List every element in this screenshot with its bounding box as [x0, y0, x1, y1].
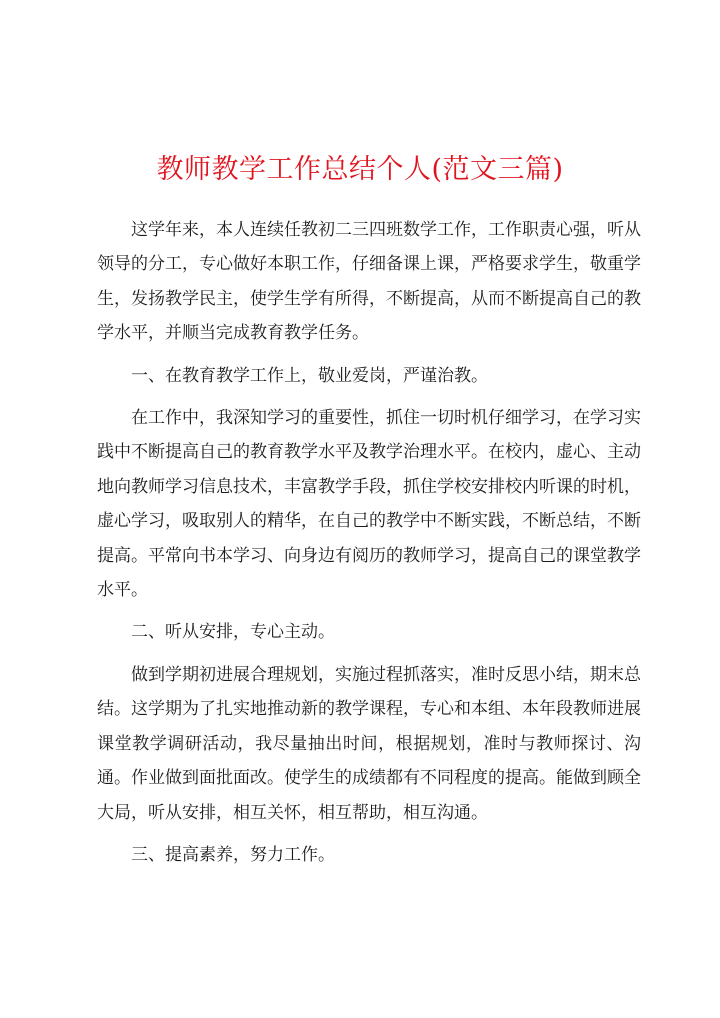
section-heading-2: 二、听从安排，专心主动。	[131, 622, 335, 643]
section-heading-3: 三、提高素养，努力工作。	[131, 844, 335, 865]
paragraph-section-1: 在工作中，我深知学习的重要性，抓住一切时机仔细学习，在学习实践中不断提高自己的教育教学水平及教学治理水平。在校内，虚心、主动地向教师学习信息技术，丰富教学手段，抓住学校安排校内听课的时机，虚心学习，吸取别人的精华，在自己的教学中不断实践，不断总结，不断提高。平常向书本学习、向身边有阅历的教师学习，提高自己的课堂教学水平。	[97, 408, 641, 601]
paragraph-section-2: 做到学期初进展合理规划，实施过程抓落实，准时反思小结，期末总结。这学期为了扎实地推动新的教学课程，专心和本组、本年段教师进展课堂教学调研活动，我尽量抽出时间，根据规划，准时与教师探讨、沟通。作业做到面批面改。使学生的成绩都有不同程度的提高。能做到顾全大局，听从安排，相互关怀，相互帮助，相互沟通。	[97, 664, 641, 823]
paragraph-intro: 这学年来，本人连续任教初二三四班数学工作，工作职责心强，听从领导的分工，专心做好本职工作，仔细备课上课，严格要求学生，敬重学生，发扬教学民主，使学生学有所得，不断提高，从而不断提高自己的教学水平，并顺当完成教育教学任务。	[97, 220, 641, 344]
document-title: 教师教学工作总结个人(范文三篇)	[156, 154, 564, 185]
section-heading-1: 一、在教育教学工作上，敬业爱岗，严谨治教。	[131, 365, 488, 386]
document-body	[97, 213, 641, 880]
